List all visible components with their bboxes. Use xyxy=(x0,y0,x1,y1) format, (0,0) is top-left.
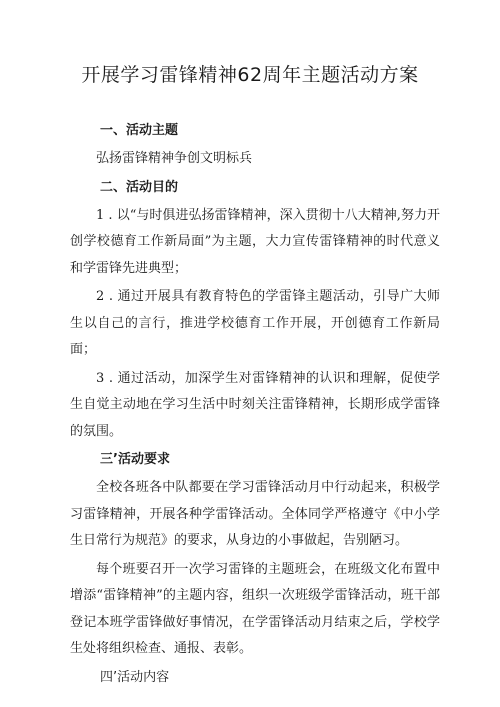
section-heading-purpose: 二、活动目的 xyxy=(100,179,179,195)
purpose-paragraph-3: 3 . 通过活动，加深学生对雷锋精神的认识和理解，促使学生自觉主动地在学习生活中时刻关注雷锋精神，长期形成学雷锋的氛围。 xyxy=(70,370,440,439)
purpose-paragraph-1: 1 . 以“与时俱进弘扬雷锋精神，深入贯彻十八大精神,努力开创学校德育工作新局面”为主题，大力宣传雷锋精神的时代意义和学雷锋先进典型； xyxy=(70,207,440,276)
requirements-paragraph-1: 全校各班各中队都要在学习雷锋活动月中行动起来，积极学习雷锋精神，开展各种学雷锋活动。全体同学严格遵守《中小学生日常行为规范》的要求，从身边的小事做起，告别陋习。 xyxy=(70,480,440,548)
document-body xyxy=(70,118,440,693)
theme-text: 弘扬雷锋精神争创文明标兵 xyxy=(96,151,253,166)
requirements-paragraph-2: 每个班要召开一次学习雷锋的主题班会，在班级文化布置中增添“雷锋精神”的主题内容，组织一次班级学雷锋活动，班干部登记本班学雷锋做好事情况，在学雷锋活动月结束之后，学校学生处将组织检查、通报、表彰。 xyxy=(70,561,440,656)
section-heading-content: 四’活动内容 xyxy=(100,669,170,685)
section-heading-theme: 一、活动主题 xyxy=(100,123,179,138)
document-title: 开展学习雷锋精神62周年主题活动方案 xyxy=(81,64,419,86)
section-heading-requirements: 三’活动要求 xyxy=(100,452,170,467)
purpose-paragraph-2: 2 . 通过开展具有教育特色的学雷锋主题活动，引导广大师生以自己的言行，推进学校德育工作开展，开创德育工作新局面； xyxy=(70,289,440,357)
